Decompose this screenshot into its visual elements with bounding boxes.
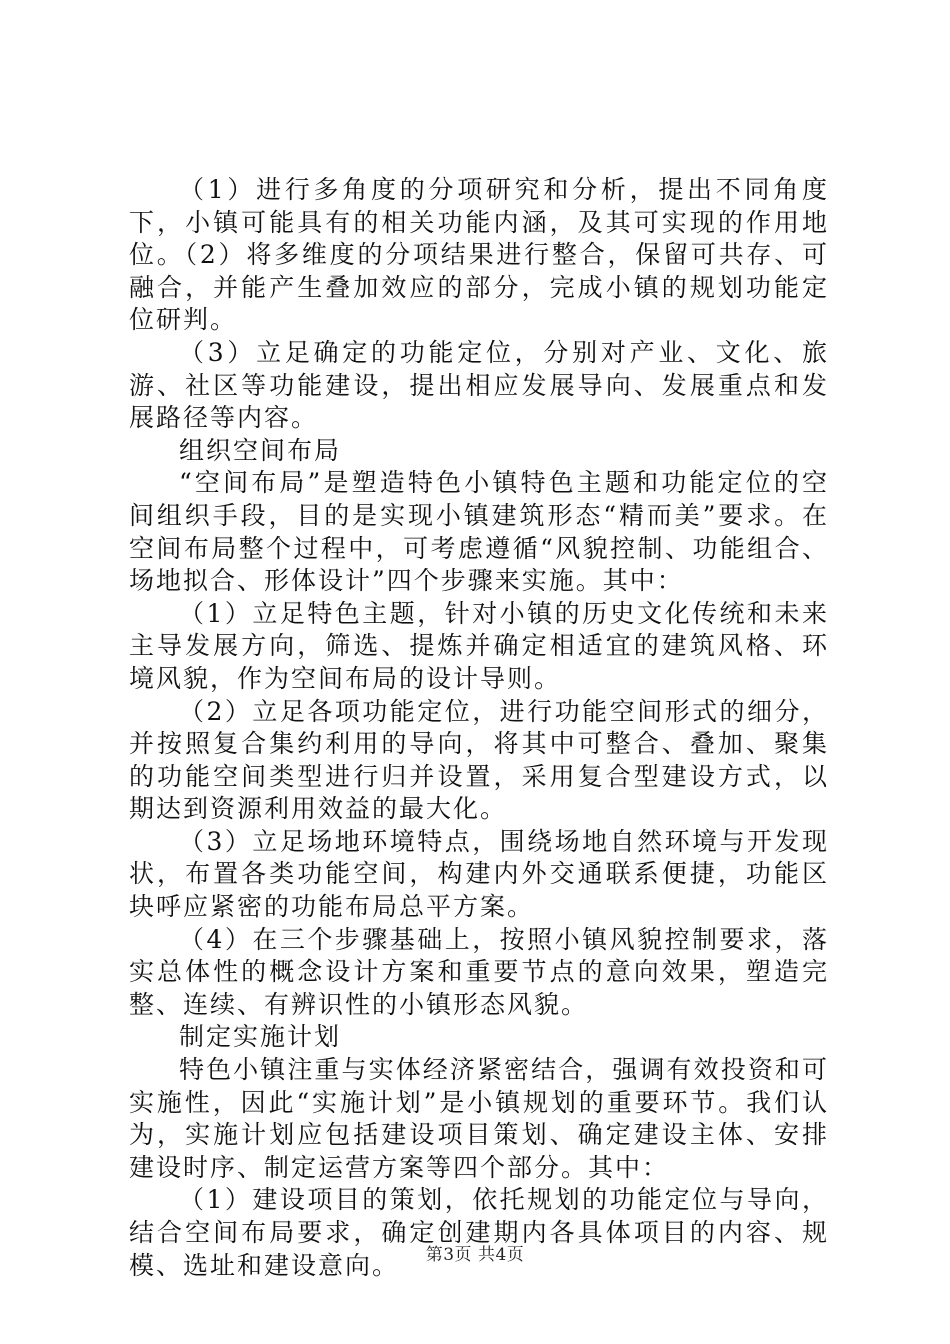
document-body xyxy=(129,174,829,1282)
paragraph-function-analysis: （1）进行多角度的分项研究和分析，提出不同角度下，小镇可能具有的相关功能内涵，及其可实现的作用地位。（2）将多维度的分项结果进行整合，保留可共存、可融合，并能产生叠加效应的部分，完成小镇的规划功能定位研判。 xyxy=(129,175,829,335)
paragraph-implementation-step-1: （1）建设项目的策划，依托规划的功能定位与导向，结合空间布局要求，确定创建期内各具体项目的内容、规模、选址和建设意向。 xyxy=(129,1185,829,1280)
paragraph-layout-step-1: （1）立足特色主题，针对小镇的历史文化传统和未来主导发展方向，筛选、提炼并确定相适宜的建筑风格、环境风貌，作为空间布局的设计导则。 xyxy=(129,598,829,693)
paragraph-implementation-intro: 特色小镇注重与实体经济紧密结合，强调有效投资和可实施性，因此“实施计划”是小镇规划的重要环节。我们认为，实施计划应包括建设项目策划、确定建设主体、安排建设时序、制定运营方案等四个部分。其中： xyxy=(129,1055,829,1182)
paragraph-spatial-layout-intro: “空间布局”是塑造特色小镇特色主题和功能定位的空间组织手段，目的是实现小镇建筑形态“精而美”要求。在空间布局整个过程中，可考虑遵循“风貌控制、功能组合、场地拟合、形体设计”四个步骤来实施。其中： xyxy=(129,468,829,596)
paragraph-function-construction: （3）立足确定的功能定位，分别对产业、文化、旅游、社区等功能建设，提出相应发展导向、发展重点和发展路径等内容。 xyxy=(129,337,829,433)
page-number-label: 第3页 共4页 xyxy=(425,1245,525,1265)
paragraph-layout-step-3: （3）立足场地环境特点，围绕场地自然环境与开发现状，布置各类功能空间，构建内外交通联系便捷，功能区块呼应紧密的功能布局总平方案。 xyxy=(129,826,829,922)
page-footer xyxy=(0,1240,950,1265)
section-heading-spatial-layout: 组织空间布局 xyxy=(179,435,342,465)
paragraph-layout-step-2: （2）立足各项功能定位，进行功能空间形式的细分，并按照复合集约利用的导向，将其中可整合、叠加、聚集的功能空间类型进行归并设置，采用复合型建设方式，以期达到资源利用效益的最大化。 xyxy=(129,696,829,824)
paragraph-layout-step-4: （4）在三个步骤基础上，按照小镇风貌控制要求，落实总体性的概念设计方案和重要节点的意向效果，塑造完整、连续、有辨识性的小镇形态风貌。 xyxy=(129,924,829,1019)
section-heading-implementation-plan: 制定实施计划 xyxy=(179,1022,342,1052)
